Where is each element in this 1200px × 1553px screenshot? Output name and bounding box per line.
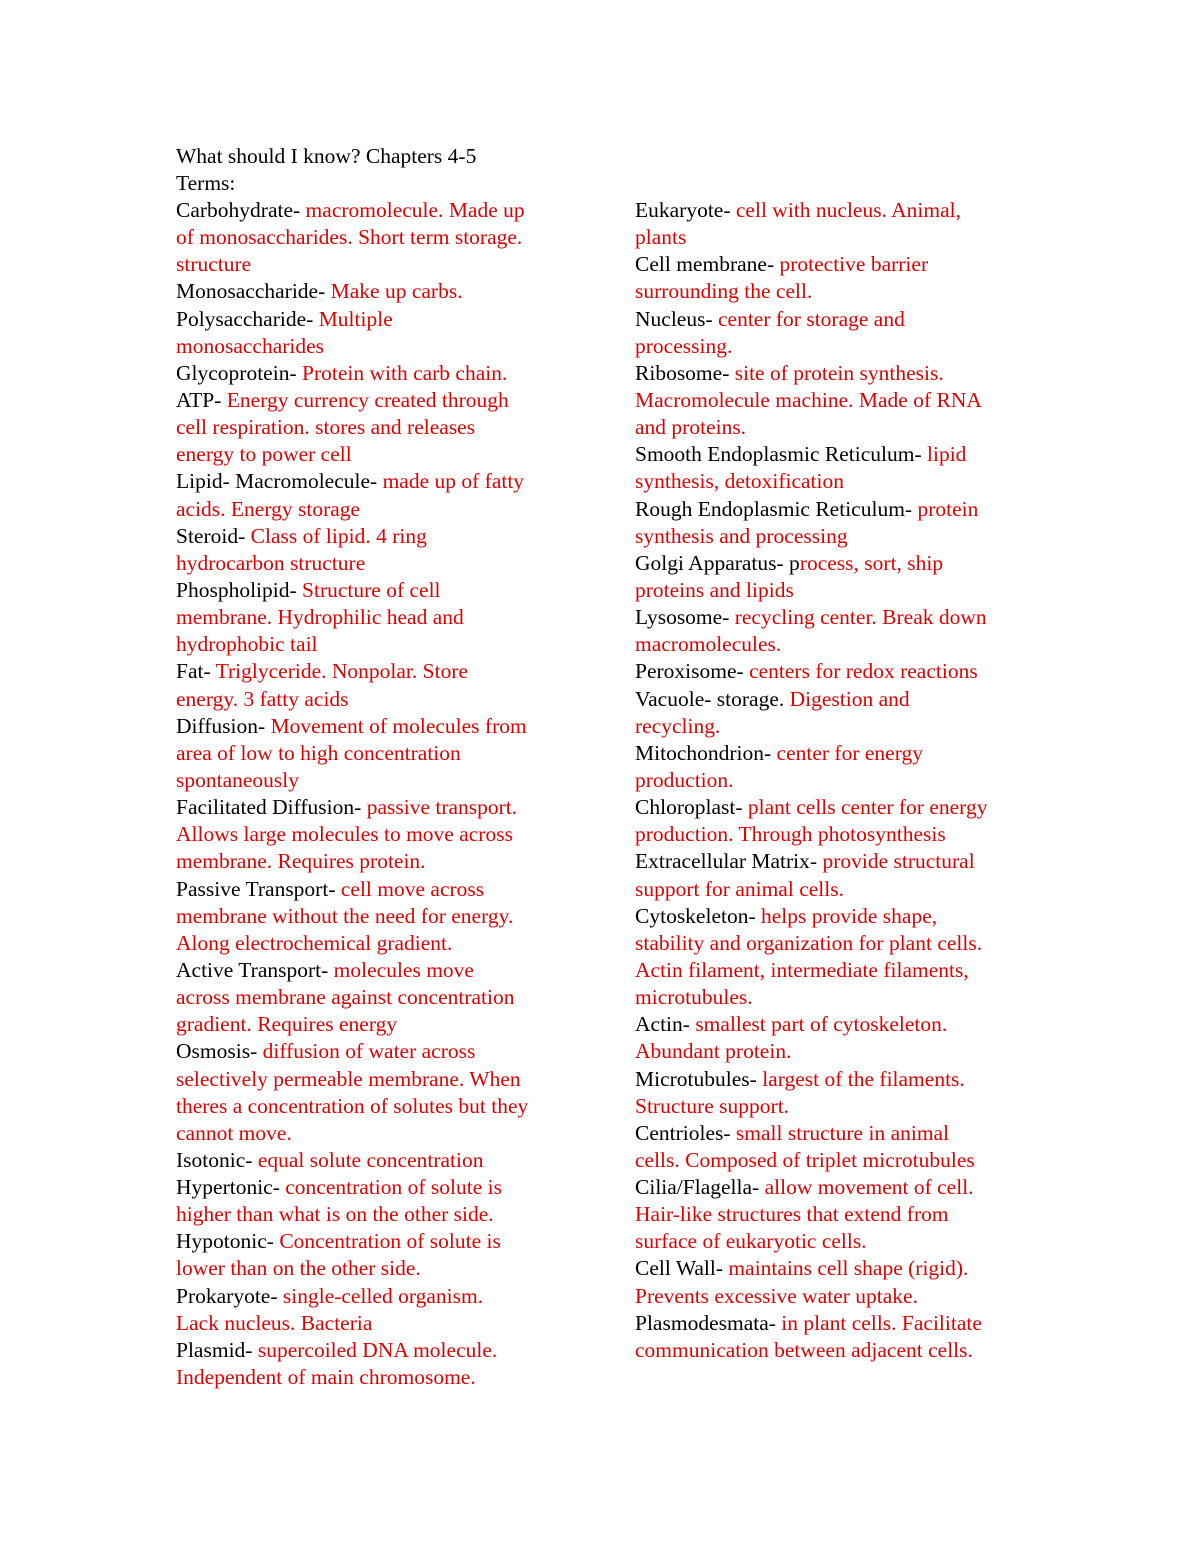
- term-line: [635, 1147, 1035, 1174]
- term-line: [176, 658, 576, 685]
- definition-text: synthesis, detoxification: [635, 469, 844, 494]
- term-line: [635, 821, 1035, 848]
- definition-text: communication between adjacent cells.: [635, 1337, 973, 1362]
- term-label: Microtubules-: [635, 1066, 763, 1091]
- definition-text: cell respiration. stores and releases: [176, 415, 476, 440]
- definition-text: membrane. Hydrophilic head and: [176, 605, 464, 630]
- term-label: Diffusion-: [176, 713, 271, 738]
- definition-text: acids. Energy storage: [176, 496, 361, 521]
- term-line: [176, 1011, 576, 1038]
- term-line: [176, 767, 576, 794]
- definition-text: Class of lipid. 4 ring: [250, 523, 427, 548]
- term-line: [635, 1228, 1035, 1255]
- term-line: [635, 848, 1035, 875]
- definition-text: provide structural: [822, 849, 975, 874]
- term-label: Phospholipid-: [176, 577, 303, 602]
- term-line: [635, 1337, 1035, 1364]
- definition-text: lower than on the other side.: [176, 1256, 421, 1281]
- term-line: [176, 577, 576, 604]
- definition-text: maintains cell shape (rigid).: [728, 1256, 969, 1281]
- definition-text: synthesis and processing: [635, 523, 848, 548]
- term-line: [176, 224, 576, 251]
- definition-text: Along electrochemical gradient.: [176, 930, 453, 955]
- definition-text: site of protein synthesis.: [734, 360, 944, 385]
- definition-text: protein: [917, 496, 979, 521]
- term-line: [635, 1174, 1035, 1201]
- term-line: [635, 550, 1035, 577]
- definition-text: membrane. Requires protein.: [176, 849, 426, 874]
- definition-text: cell move across: [340, 876, 485, 901]
- term-line: [635, 523, 1035, 550]
- term-line: [176, 686, 576, 713]
- term-label: Smooth Endoplasmic Reticulum-: [635, 442, 928, 467]
- term-label: Extracellular Matrix-: [635, 849, 823, 874]
- definition-text: Hair-like structures that extend from: [635, 1202, 949, 1227]
- term-line: [176, 1201, 576, 1228]
- term-line: [635, 1011, 1035, 1038]
- definition-text: diffusion of water across: [262, 1039, 476, 1064]
- term-line: [635, 1255, 1035, 1282]
- term-line: [176, 604, 576, 631]
- definition-text: across membrane against concentration: [176, 985, 515, 1010]
- term-line: [635, 713, 1035, 740]
- term-line: [176, 713, 576, 740]
- term-line: [635, 631, 1035, 658]
- definition-text: centers for redox reactions: [749, 659, 978, 684]
- definition-text: Triglyceride. Nonpolar. Store: [215, 659, 469, 684]
- term-label: Cell membrane-: [635, 252, 780, 277]
- term-line: [176, 903, 576, 930]
- definition-text: plant cells center for energy: [747, 795, 988, 820]
- term-label: Plasmodesmata-: [635, 1310, 782, 1335]
- definition-text: theres a concentration of solutes but they: [176, 1093, 529, 1118]
- term-label: Steroid-: [176, 523, 251, 548]
- term-line: [635, 957, 1035, 984]
- term-line: [176, 1283, 576, 1310]
- term-line: [635, 1120, 1035, 1147]
- term-line: [176, 1364, 576, 1391]
- term-label: Osmosis-: [176, 1039, 263, 1064]
- term-line: [635, 1093, 1035, 1120]
- definition-text: Concentration of solute is: [279, 1229, 501, 1254]
- term-label: Active Transport-: [176, 957, 334, 982]
- definition-text: support for animal cells.: [635, 876, 844, 901]
- term-label: Facilitated Diffusion-: [176, 795, 367, 820]
- definition-text: plants: [635, 225, 687, 250]
- definition-text: and proteins.: [635, 415, 747, 440]
- definition-text: structure: [176, 252, 252, 277]
- term-line: [176, 821, 576, 848]
- term-line: [635, 197, 1035, 224]
- term-line: [635, 686, 1035, 713]
- term-label: Ribosome-: [635, 360, 735, 385]
- term-line: [176, 794, 576, 821]
- term-line: [176, 930, 576, 957]
- definition-text: of monosaccharides. Short term storage.: [176, 225, 523, 250]
- definition-text: Energy currency created through: [226, 387, 509, 412]
- term-line: [176, 1066, 576, 1093]
- term-label: Peroxisome-: [635, 659, 750, 684]
- terms-heading: Terms:: [176, 171, 236, 196]
- definition-text: surface of eukaryotic cells.: [635, 1229, 867, 1254]
- term-label: Lipid- Macromolecule-: [176, 469, 383, 494]
- term-line: [176, 1147, 576, 1174]
- definition-text: hydrophobic tail: [176, 632, 318, 657]
- term-label: Prokaryote-: [176, 1283, 283, 1308]
- term-line: [176, 441, 576, 468]
- term-label: Carbohydrate-: [176, 198, 306, 222]
- term-line: [635, 251, 1035, 278]
- term-line: [176, 631, 576, 658]
- definition-text: energy to power cell: [176, 442, 352, 467]
- term-line: [635, 658, 1035, 685]
- term-line: [635, 1201, 1035, 1228]
- definition-text: processing.: [635, 333, 733, 358]
- term-line: [176, 496, 576, 523]
- term-line: [635, 930, 1035, 957]
- definition-text: concentration of solute is: [285, 1175, 502, 1200]
- term-line: [176, 414, 576, 441]
- term-line: [176, 360, 576, 387]
- definition-text: rocess, sort, ship: [799, 550, 944, 575]
- term-line: [635, 360, 1035, 387]
- term-line: [176, 523, 576, 550]
- term-line: [176, 984, 576, 1011]
- definition-text: area of low to high concentration: [176, 740, 461, 765]
- definition-text: molecules move: [333, 957, 474, 982]
- definition-text: supercoiled DNA molecule.: [257, 1337, 498, 1362]
- definition-text: largest of the filaments.: [762, 1066, 965, 1091]
- term-line: [635, 604, 1035, 631]
- definition-text: cells. Composed of triplet microtubules: [635, 1147, 975, 1172]
- definition-text: higher than what is on the other side.: [176, 1202, 494, 1227]
- definition-text: passive transport.: [366, 795, 518, 820]
- definition-text: small structure in animal: [735, 1120, 950, 1145]
- definition-text: Macromolecule machine. Made of RNA: [635, 387, 982, 412]
- term-line: [635, 414, 1035, 441]
- term-label: Cilia/Flagella-: [635, 1175, 765, 1200]
- term-line: [176, 1038, 576, 1065]
- definition-text: Movement of molecules from: [270, 713, 527, 738]
- definition-text: microtubules.: [635, 985, 753, 1010]
- term-label: Hypertonic-: [176, 1175, 286, 1200]
- term-line: [635, 767, 1035, 794]
- term-label: Polysaccharide-: [176, 306, 319, 331]
- definition-text: hydrocarbon structure: [176, 550, 366, 575]
- term-line: [176, 468, 576, 495]
- term-line: [635, 1038, 1035, 1065]
- document-title: What should I know? Chapters 4-5: [176, 144, 477, 168]
- term-label: Centrioles-: [635, 1120, 736, 1145]
- term-label: Glycoprotein-: [176, 360, 302, 385]
- definition-text: center for storage and: [718, 306, 905, 331]
- term-line: [635, 1066, 1035, 1093]
- term-line: [635, 224, 1035, 251]
- term-line: [635, 387, 1035, 414]
- term-label: Cell Wall-: [635, 1256, 729, 1281]
- right-column: [635, 197, 1035, 1364]
- definition-text: spontaneously: [176, 767, 300, 792]
- term-label: Cytoskeleton-: [635, 903, 761, 928]
- definition-text: single-celled organism.: [282, 1283, 484, 1308]
- term-line: [635, 984, 1035, 1011]
- definition-text: lipid: [927, 442, 967, 467]
- definition-text: Make up carbs.: [330, 279, 463, 304]
- definition-text: selectively permeable membrane. When: [176, 1066, 521, 1091]
- term-label: Golgi Apparatus- p: [635, 550, 800, 575]
- term-line: [635, 876, 1035, 903]
- definition-text: energy. 3 fatty acids: [176, 686, 349, 711]
- definition-text: recycling.: [635, 713, 721, 738]
- definition-text: monosaccharides: [176, 333, 325, 358]
- term-label: Mitochondrion-: [635, 740, 777, 765]
- term-line: [176, 197, 576, 224]
- definition-text: Lack nucleus. Bacteria: [176, 1310, 373, 1335]
- definition-text: surrounding the cell.: [635, 279, 813, 304]
- term-label: Rough Endoplasmic Reticulum-: [635, 496, 918, 521]
- definition-text: Abundant protein.: [635, 1039, 792, 1064]
- term-line: [176, 740, 576, 767]
- term-line: [176, 1310, 576, 1337]
- term-line: [635, 794, 1035, 821]
- left-column: [176, 197, 576, 1391]
- definition-text: Multiple: [318, 306, 393, 331]
- definition-text: made up of fatty: [382, 469, 525, 494]
- term-label: Eukaryote-: [635, 198, 736, 222]
- definition-text: macromolecules.: [635, 632, 782, 657]
- definition-text: Structure support.: [635, 1093, 790, 1118]
- term-line: [176, 251, 576, 278]
- term-label: Fat-: [176, 659, 216, 684]
- definition-text: Allows large molecules to move across: [176, 822, 513, 847]
- term-line: [176, 1120, 576, 1147]
- term-label: Chloroplast-: [635, 795, 748, 820]
- term-line: [635, 740, 1035, 767]
- term-line: [635, 496, 1035, 523]
- term-line: [176, 876, 576, 903]
- term-line: [635, 1310, 1035, 1337]
- definition-text: membrane without the need for energy.: [176, 903, 514, 928]
- term-line: [176, 1093, 576, 1120]
- term-line: [176, 1174, 576, 1201]
- definition-text: Digestion and: [789, 686, 910, 711]
- term-line: [635, 577, 1035, 604]
- term-line: [176, 387, 576, 414]
- term-line: [635, 333, 1035, 360]
- definition-text: center for energy: [776, 740, 923, 765]
- term-label: Actin-: [635, 1012, 696, 1037]
- term-line: [635, 306, 1035, 333]
- term-label: Vacuole- storage.: [635, 686, 790, 711]
- term-line: [176, 306, 576, 333]
- term-line: [635, 1283, 1035, 1310]
- definition-text: protective barrier: [779, 252, 929, 277]
- definition-text: Protein with carb chain.: [301, 360, 508, 385]
- document-header: [176, 143, 596, 197]
- term-line: [176, 957, 576, 984]
- term-line: [635, 441, 1035, 468]
- definition-text: smallest part of cytoskeleton.: [695, 1012, 948, 1037]
- definition-text: production.: [635, 767, 734, 792]
- definition-text: in plant cells. Facilitate: [781, 1310, 982, 1335]
- definition-text: stability and organization for plant cells.: [635, 930, 983, 955]
- term-line: [176, 848, 576, 875]
- term-line: [635, 468, 1035, 495]
- term-label: Isotonic-: [176, 1147, 258, 1172]
- term-line: [635, 903, 1035, 930]
- definition-text: Independent of main chromosome.: [176, 1365, 476, 1390]
- definition-text: gradient. Requires energy: [176, 1012, 398, 1037]
- term-label: Hypotonic-: [176, 1229, 280, 1254]
- definition-text: recycling center. Break down: [734, 605, 987, 630]
- term-line: [176, 550, 576, 577]
- term-label: Nucleus-: [635, 306, 718, 331]
- term-line: [176, 1255, 576, 1282]
- term-label: Monosaccharide-: [176, 279, 331, 304]
- definition-text: proteins and lipids: [635, 577, 794, 602]
- definition-text: Structure of cell: [302, 577, 441, 602]
- term-line: [176, 1228, 576, 1255]
- term-label: Passive Transport-: [176, 876, 341, 901]
- definition-text: Prevents excessive water uptake.: [635, 1283, 918, 1308]
- term-line: [176, 333, 576, 360]
- definition-text: Actin filament, intermediate filaments,: [635, 957, 969, 982]
- term-line: [635, 278, 1035, 305]
- term-line: [176, 278, 576, 305]
- definition-text: allow movement of cell.: [764, 1175, 974, 1200]
- definition-text: production. Through photosynthesis: [635, 822, 946, 847]
- definition-text: equal solute concentration: [257, 1147, 484, 1172]
- definition-text: cannot move.: [176, 1120, 292, 1145]
- term-label: Lysosome-: [635, 605, 735, 630]
- term-label: Plasmid-: [176, 1337, 258, 1362]
- definition-text: macromolecule. Made up: [305, 198, 525, 222]
- term-line: [176, 1337, 576, 1364]
- definition-text: cell with nucleus. Animal,: [735, 198, 962, 222]
- term-label: ATP-: [176, 387, 227, 412]
- definition-text: helps provide shape,: [761, 903, 938, 928]
